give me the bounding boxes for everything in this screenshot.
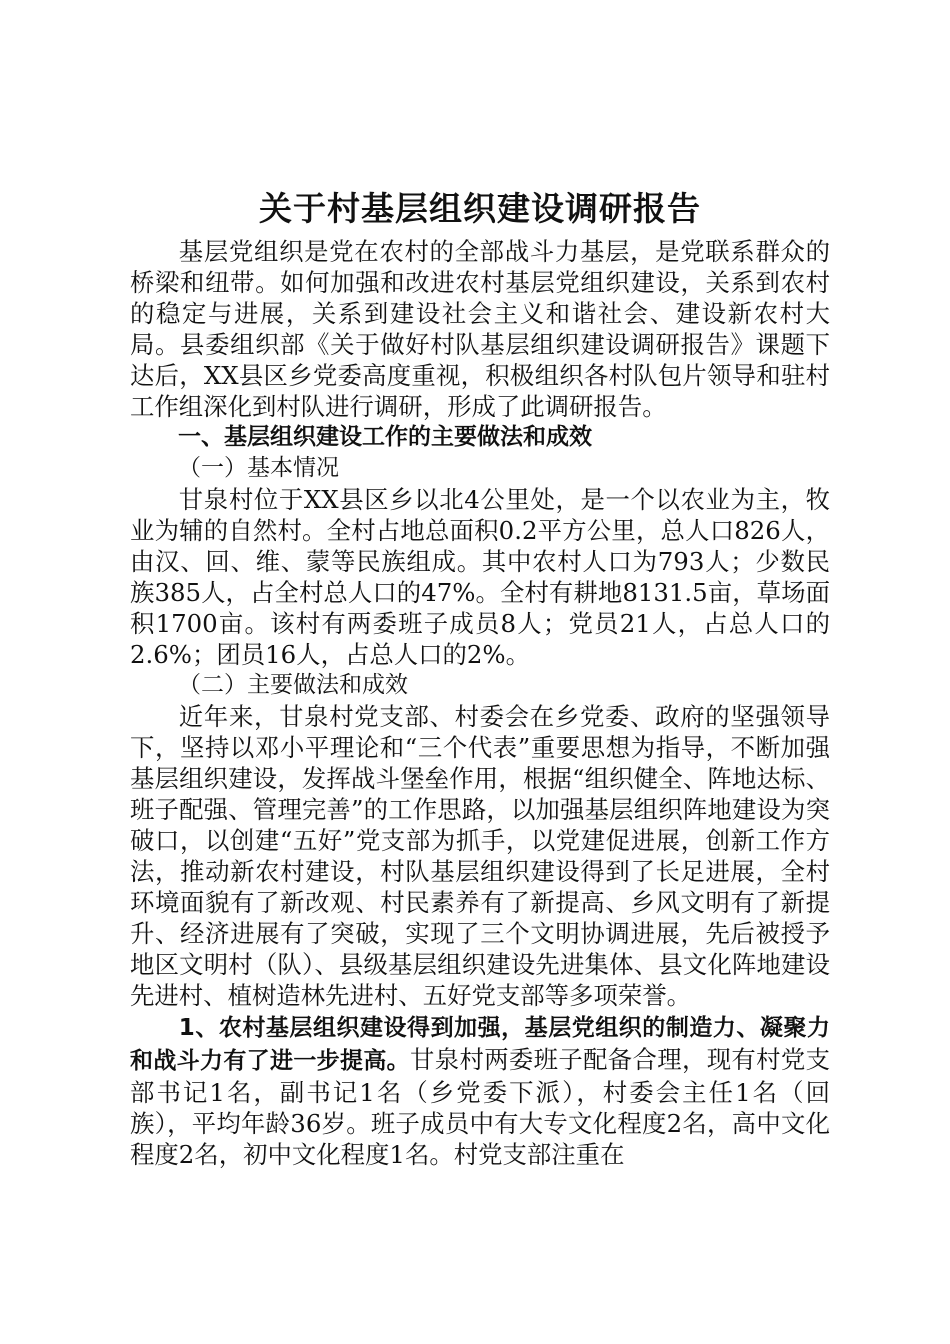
subsection-heading-measures: （二）主要做法和成效 [178, 672, 408, 698]
subsection-heading-basic-info: （一）基本情况 [178, 455, 339, 481]
document-title: 关于村基层组织建设调研报告 [259, 189, 701, 228]
intro-paragraph: 基层党组织是党在农村的全部战斗力基层，是党联系群众的桥梁和纽带。如何加强和改进农村基层党组织建设，关系到农村的稳定与进展，关系到建设社会主义和谐社会、建设新农村大局。县委组织部《关于做好村队基层组织建设调研报告》课题下达后，XX县区乡党委高度重视，积极组织各村队包片领导和驻村工作组深化到村队进行调研，形成了此调研报告。 [130, 237, 830, 421]
point-1-lead: 1、农村基层组织建设得到加强，基层党组织的制造力、凝聚力和战斗力有了进一步提高。 [130, 1015, 830, 1074]
section-heading-1: 一、基层组织建设工作的主要做法和成效 [178, 424, 592, 450]
point-1-body: 甘泉村两委班子配备合理，现有村党支部书记1名，副书记1名（乡党委下派），村委会主任1名（回族），平均年龄36岁。班子成员中有大专文化程度2名，高中文化程度2名，初中文化程度1名。村党支部注重在 [130, 1045, 830, 1169]
document-page [130, 184, 830, 1170]
point-1-paragraph [130, 1011, 830, 1170]
measures-paragraph: 近年来，甘泉村党支部、村委会在乡党委、政府的坚强领导下，坚持以邓小平理论和“三个代表”重要思想为指导，不断加强基层组织建设，发挥战斗堡垒作用，根据“组织健全、阵地达标、班子配强、管理完善”的工作思路，以加强基层组织阵地建设为突破口，以创建“五好”党支部为抓手，以党建促进展，创新工作方法，推动新农村建设，村队基层组织建设得到了长足进展，全村环境面貌有了新改观、村民素养有了新提高、乡风文明有了新提升、经济进展有了突破，实现了三个文明协调进展，先后被授予地区文明村（队）、县级基层组织建设先进集体、县文化阵地建设先进村、植树造林先进村、五好党支部等多项荣誉。 [130, 702, 830, 1010]
basic-info-paragraph: 甘泉村位于XX县区乡以北4公里处，是一个以农业为主，牧业为辅的自然村。全村占地总面积0.2平方公里，总人口826人，由汉、回、维、蒙等民族组成。其中农村人口为793人；少数民族385人，占全村总人口的47%。全村有耕地8131.5亩，草场面积1700亩。该村有两委班子成员8人；党员21人，占总人口的2.6%；团员16人，占总人口的2%。 [130, 485, 830, 669]
